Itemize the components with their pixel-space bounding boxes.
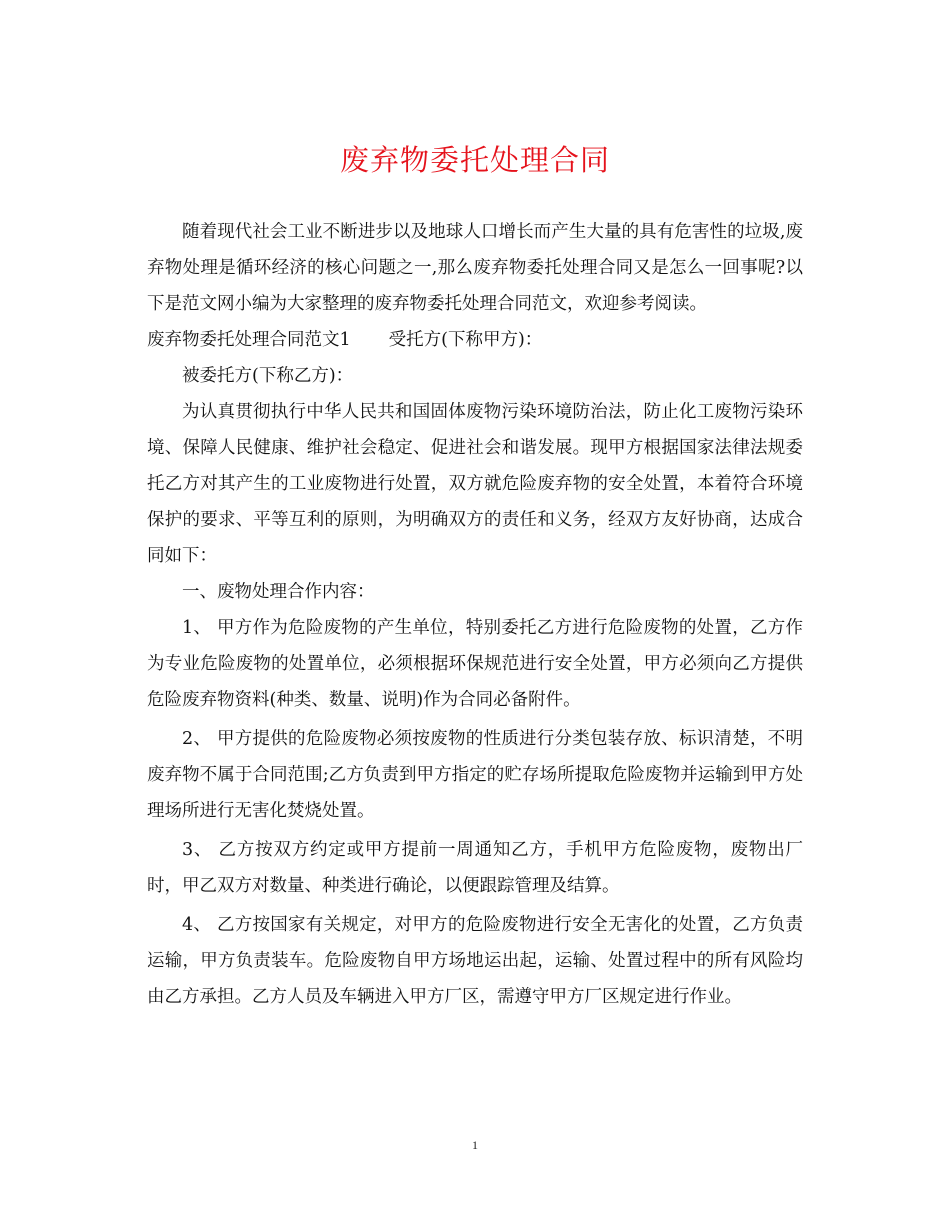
document-title: 废弃物委托处理合同 (339, 143, 610, 177)
page-number: 1 (472, 1138, 478, 1152)
clause-paragraph: 2、 甲方提供的危险废物必须按废物的性质进行分类包装存放、标识清楚，不明废弃物不属于合同范围;乙方负责到甲方指定的贮存场所提取危险废物并运输到甲方处理场所进行无害化焚烧处置。 (147, 729, 803, 821)
preamble-paragraph: 为认真贯彻执行中华人民共和国固体废物污染环境防治法，防止化工废物污染环境、保障人民健康、维护社会稳定、促进社会和谐发展。现甲方根据国家法律法规委托乙方对其产生的工业废物进行处置，双方就危险废弃物的安全处置，本着符合环境保护的要求、平等互利的原则，为明确双方的责任和义务，经双方友好协商，达成合同如下： (147, 402, 803, 566)
party-a-label: 受托方(下称甲方)： (388, 330, 543, 350)
sample-heading-line (147, 322, 803, 358)
clause-paragraph: 1、 甲方作为危险废物的产生单位，特别委托乙方进行危险废物的处置，乙方作为专业危险废物的处置单位，必须根据环保规范进行安全处置，甲方必须向乙方提供危险废弃物资料(种类、数量、说明)作为合同必备附件。 (147, 618, 803, 710)
document-body (147, 214, 803, 1015)
sample-heading: 废弃物委托处理合同范文1 (147, 330, 351, 350)
clause-paragraph: 3、 乙方按双方约定或甲方提前一周通知乙方，手机甲方危险废物，废物出厂时，甲乙双方对数量、种类进行确论，以便跟踪管理及结算。 (147, 840, 803, 896)
clause-paragraph: 4、 乙方按国家有关规定，对甲方的危险废物进行安全无害化的处置，乙方负责运输，甲方负责装车。危险废物自甲方场地运出起，运输、处置过程中的所有风险均由乙方承担。乙方人员及车辆进入甲方厂区，需遵守甲方厂区规定进行作业。 (147, 915, 803, 1007)
section-heading: 一、废物处理合作内容： (182, 582, 375, 602)
party-b-label: 被委托方(下称乙方)： (182, 366, 354, 386)
intro-paragraph: 随着现代社会工业不断进步以及地球人口增长而产生大量的具有危害性的垃圾,废弃物处理是循环经济的核心问题之一,那么废弃物委托处理合同又是怎么一回事呢?以下是范文网小编为大家整理的废弃物委托处理合同范文，欢迎参考阅读。 (147, 222, 803, 314)
